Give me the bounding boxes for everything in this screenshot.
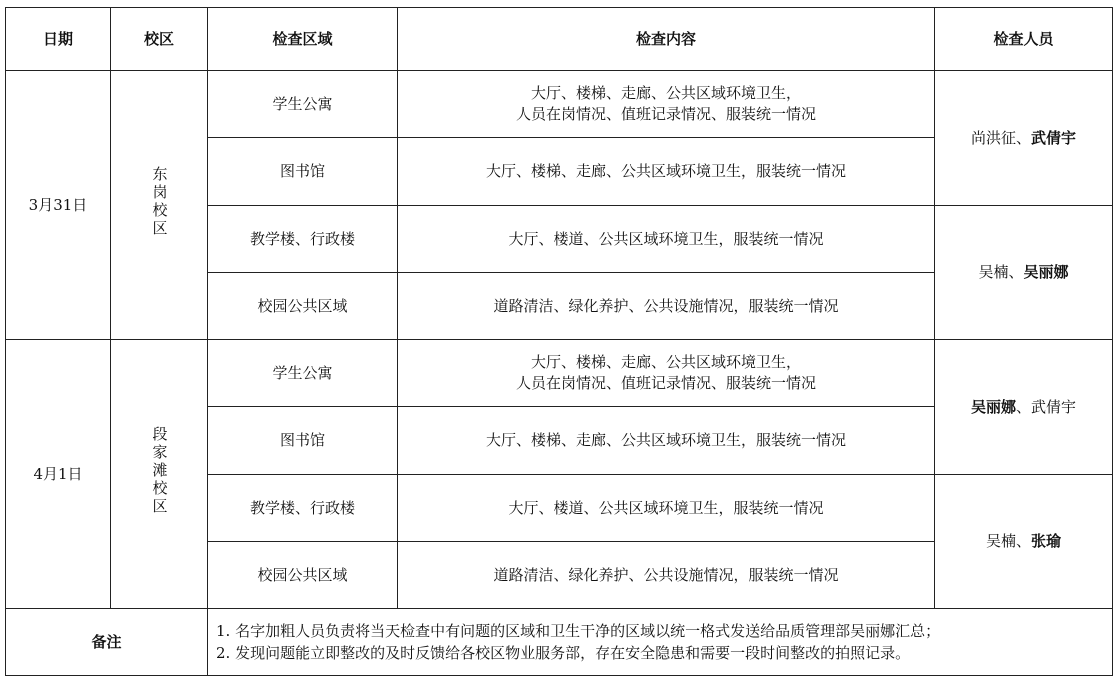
content-line: 人员在岗情况、值班记录情况、服装统一情况 <box>515 374 816 392</box>
header-row <box>6 8 1113 71</box>
remark-line: 1. 名字加粗人员负责将当天检查中有问题的区域和卫生干净的区域以统一格式发送给品质管理部吴丽娜汇总； <box>216 622 941 640</box>
content-cell <box>398 340 935 407</box>
area-cell: 学生公寓 <box>208 71 398 138</box>
content-cell: 大厅、楼梯、走廊、公共区域环境卫生，服装统一情况 <box>398 407 935 475</box>
inspector-lead: 吴丽娜 <box>970 397 1016 416</box>
inspector-normal: 、武倩宇 <box>1016 397 1077 416</box>
content-cell: 道路清洁、绿化养护、公共设施情况，服装统一情况 <box>398 542 935 609</box>
campus-name: 段家滩校区 <box>150 426 169 516</box>
campus-name: 东岗校区 <box>150 166 169 238</box>
header-campus: 校区 <box>111 8 208 71</box>
table-row <box>6 340 1113 407</box>
content-line: 人员在岗情况、值班记录情况、服装统一情况 <box>515 105 816 123</box>
remarks-row <box>6 609 1113 676</box>
date-cell: 3月31日 <box>6 71 111 340</box>
inspector-normal: 尚洪征、 <box>970 128 1031 147</box>
campus-cell <box>111 71 208 340</box>
area-cell: 教学楼、行政楼 <box>208 206 398 273</box>
content-cell: 道路清洁、绿化养护、公共设施情况，服装统一情况 <box>398 273 935 340</box>
inspectors-cell <box>935 475 1113 609</box>
inspector-normal: 吴楠、 <box>978 263 1024 281</box>
header-date: 日期 <box>6 8 111 71</box>
content-line: 大厅、楼梯、走廊、公共区域环境卫生， <box>530 84 801 102</box>
inspectors-cell <box>935 340 1113 475</box>
content-cell: 大厅、楼梯、走廊、公共区域环境卫生，服装统一情况 <box>398 138 935 206</box>
area-cell: 教学楼、行政楼 <box>208 475 398 542</box>
inspection-schedule-table <box>5 7 1113 676</box>
inspector-normal: 吴楠、 <box>985 532 1031 550</box>
date-cell: 4月1日 <box>6 340 111 609</box>
area-cell: 校园公共区域 <box>208 542 398 609</box>
content-cell: 大厅、楼道、公共区域环境卫生，服装统一情况 <box>398 475 935 542</box>
area-cell: 学生公寓 <box>208 340 398 407</box>
remarks-label: 备注 <box>6 609 208 676</box>
content-cell: 大厅、楼道、公共区域环境卫生，服装统一情况 <box>398 206 935 273</box>
inspector-lead: 吴丽娜 <box>1023 263 1069 281</box>
header-inspectors: 检查人员 <box>935 8 1113 71</box>
content-cell <box>398 71 935 138</box>
table-row <box>6 71 1113 138</box>
inspector-lead: 武倩宇 <box>1031 128 1077 147</box>
campus-cell <box>111 340 208 609</box>
area-cell: 图书馆 <box>208 407 398 475</box>
header-area: 检查区域 <box>208 8 398 71</box>
area-cell: 图书馆 <box>208 138 398 206</box>
inspectors-cell <box>935 206 1113 340</box>
inspectors-cell <box>935 71 1113 206</box>
remark-line: 2. 发现问题能立即整改的及时反馈给各校区物业服务部，存在安全隐患和需要一段时间整改的拍照记录。 <box>216 644 911 662</box>
area-cell: 校园公共区域 <box>208 273 398 340</box>
inspector-lead: 张瑜 <box>1031 532 1062 550</box>
header-content: 检查内容 <box>398 8 935 71</box>
content-line: 大厅、楼梯、走廊、公共区域环境卫生， <box>530 353 801 371</box>
remarks-content <box>208 609 1113 676</box>
